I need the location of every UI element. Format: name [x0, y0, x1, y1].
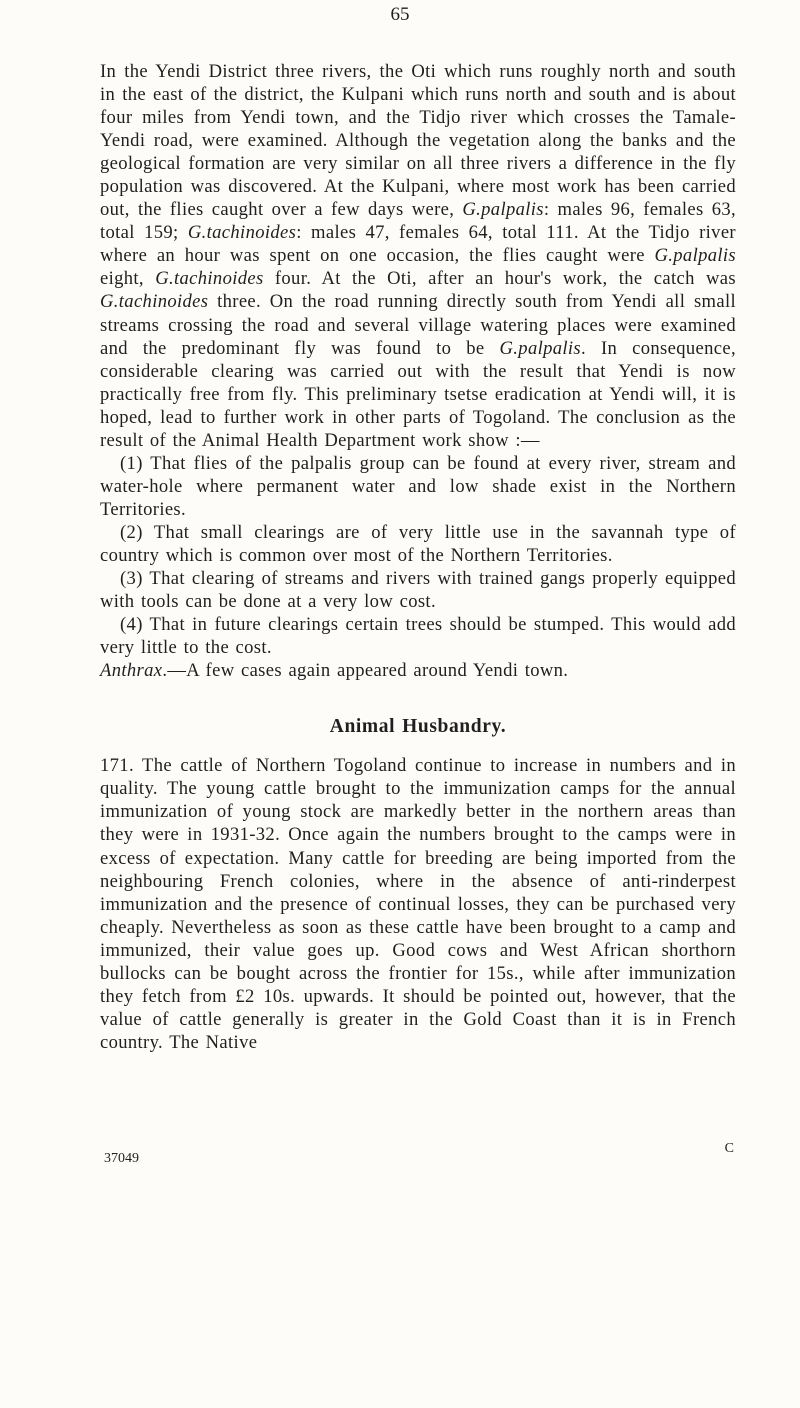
species-name: G.tachinoides	[187, 222, 297, 244]
intro-text: In the Yendi District three rivers, the Oti which runs roughly north and south in the east of the district, the Kulpani which runs north and south and is about four miles from Yendi town, and the Tidjo river which crosses the Tamale-Yendi road, were examined. Although the vegetation along the banks and the geological formation are very similar on all three rivers a difference in the fly population was discovered. At the Kulpani, where most work has been carried out, the flies caught over a few days were,	[100, 61, 736, 221]
conclusion-item-2: (2) That small clearings are of very little use in the savannah type of country which is common over most of the Northern Territories.	[100, 521, 736, 566]
intro-text: eight,	[100, 268, 156, 290]
print-code: 37049	[104, 1151, 139, 1166]
intro-text: three. On the road running directly south from Yendi all small streams crossing the road and several village watering places were examined and the predominant fly was found to be	[100, 291, 736, 359]
species-name: G.tachinoides	[100, 291, 209, 313]
section-heading: Animal Husbandry.	[329, 716, 507, 738]
conclusion-item-4: (4) That in future clearings certain trees should be stumped. This would add very little to the cost.	[100, 614, 736, 659]
intro-text: : males 96, females 63, total 159;	[100, 199, 736, 244]
intro-text: four. At the Oti, after an hour's work, the catch was	[263, 268, 736, 290]
husbandry-paragraph: 171. The cattle of Northern Togoland continue to increase in numbers and in quality. The young cattle brought to the immunization camps for the annual immunization of young stock are markedly better in the northern areas than they were in 1931-32. Once again the numbers brought to the camps were in excess of expectation. Many cattle for breeding are being imported from the neighbouring French colonies, where in the absence of anti-rinderpest immunization and the presence of continual losses, they can be purchased very cheaply. Nevertheless as soon as these cattle have been brought to a camp and immunized, their value goes up. Good cows and West African shorthorn bullocks can be bought across the frontier for 15s., while after immunization they fetch from £2 10s. upwards. It should be pointed out, however, that the value of cattle generally is greater in the Gold Coast than it is in French country. The Native	[100, 755, 736, 1053]
species-name: G.palpalis	[654, 245, 736, 267]
page-number: 65	[390, 4, 410, 25]
intro-text: . In consequence, considerable clearing was carried out with the result that Yendi is now practically free from fly. This preliminary tsetse eradication at Yendi will, it is hoped, lead to further work in other parts of Togoland. The conclusion as the result of the Animal Health Department work show :—	[100, 337, 736, 451]
species-name: G.palpalis	[499, 337, 582, 359]
body-text	[100, 60, 736, 1054]
anthrax-text: .—A few cases again appeared around Yendi town.	[162, 660, 569, 682]
anthrax-label: Anthrax	[100, 660, 163, 682]
conclusion-item-1: (1) That flies of the palpalis group can be found at every river, stream and water-hole where permanent water and low shade exist in the Northern Territories.	[100, 452, 736, 520]
species-name: G.palpalis	[462, 199, 544, 221]
signature-mark: C	[724, 1141, 734, 1156]
intro-paragraph	[100, 60, 736, 452]
species-name: G.tachinoides	[155, 268, 264, 290]
anthrax-paragraph	[100, 659, 736, 682]
conclusion-item-3: (3) That clearing of streams and rivers with trained gangs properly equipped with tools can be done at a very low cost.	[100, 568, 736, 613]
intro-text: : males 47, females 64, total 111. At the Tidjo river where an hour was spent on one occasion, the flies caught were	[100, 222, 736, 267]
